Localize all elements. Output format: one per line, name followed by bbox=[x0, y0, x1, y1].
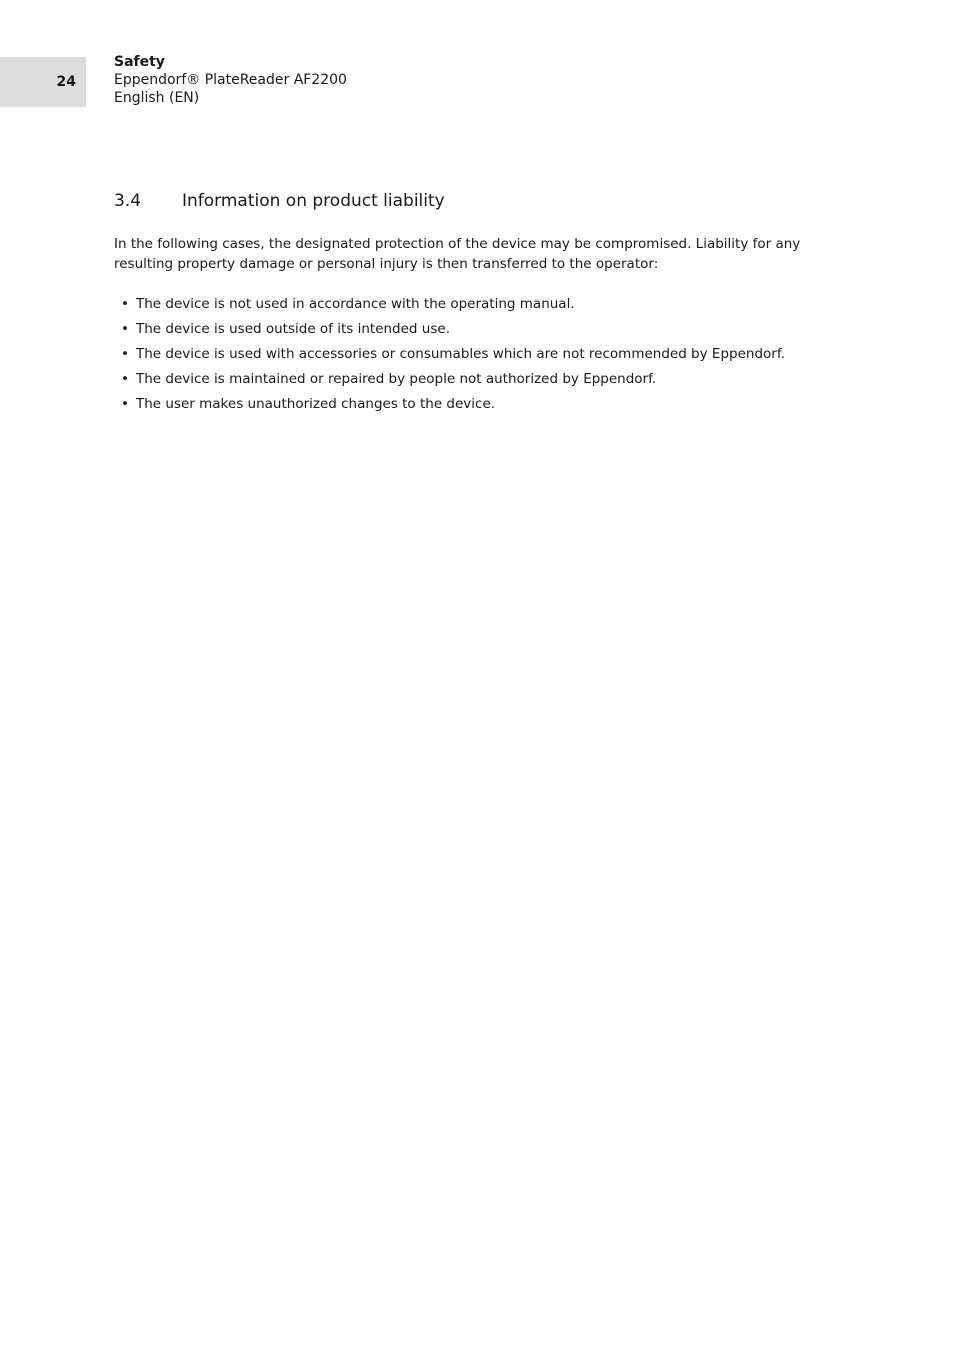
bullet-icon: • bbox=[121, 346, 129, 362]
list-item-text: The device is not used in accordance with the operating manual. bbox=[136, 296, 575, 312]
page-number: 24 bbox=[56, 74, 76, 90]
product-name: Eppendorf® PlateReader AF2200 bbox=[114, 72, 347, 88]
liability-cases-list bbox=[114, 294, 834, 419]
list-item bbox=[114, 294, 834, 319]
running-header bbox=[114, 53, 347, 107]
intro-paragraph: In the following cases, the designated protection of the device may be compromised. Liability for any resulting property damage or personal injury is then transferred to the operator: bbox=[114, 236, 801, 272]
bullet-icon: • bbox=[121, 296, 129, 312]
list-item-text: The device is maintained or repaired by people not authorized by Eppendorf. bbox=[136, 371, 657, 387]
page-number-tab bbox=[0, 57, 86, 107]
list-item-text: The user makes unauthorized changes to the device. bbox=[136, 396, 496, 412]
section-number: 3.4 bbox=[114, 191, 142, 211]
list-item bbox=[114, 369, 834, 394]
section-title: Information on product liability bbox=[182, 191, 445, 211]
list-item bbox=[114, 344, 834, 369]
bullet-icon: • bbox=[121, 371, 129, 387]
chapter-title: Safety bbox=[114, 54, 165, 70]
language-label: English (EN) bbox=[114, 90, 200, 106]
list-item bbox=[114, 394, 834, 419]
list-item-text: The device is used with accessories or consumables which are not recommended by Eppendorf. bbox=[136, 346, 785, 362]
section-heading bbox=[114, 190, 445, 212]
list-item bbox=[114, 319, 834, 344]
bullet-icon: • bbox=[121, 396, 129, 412]
bullet-icon: • bbox=[121, 321, 129, 337]
list-item-text: The device is used outside of its intended use. bbox=[136, 321, 450, 337]
